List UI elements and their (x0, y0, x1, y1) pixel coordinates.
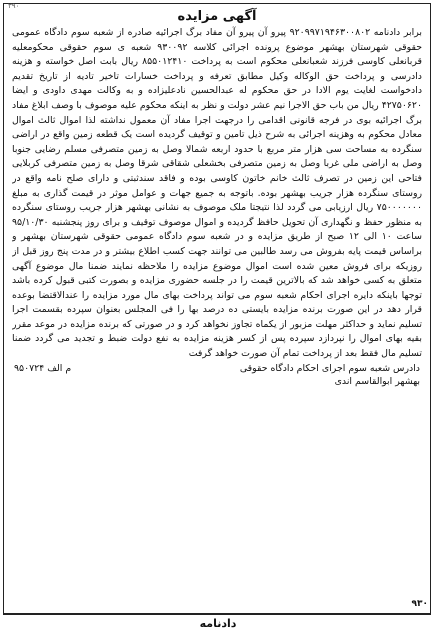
corner-number: ۳۹۰ (8, 2, 20, 10)
signature-line-1: دادرس شعبه سوم اجرای احکام دادگاه حقوقی (239, 362, 420, 374)
signature-line-2: بهشهر ابوالقاسم اندی (334, 375, 420, 387)
notice-title: آگهی مزایده (177, 9, 257, 24)
reference-number: م الف ۹۵۰۷۲۴ (14, 362, 72, 374)
notice-footer (14, 362, 420, 388)
notice-frame (3, 3, 431, 614)
next-section-heading: دادنامه (199, 617, 237, 630)
notice-body: برابر دادنامه ۹۲۰۹۹۷۱۹۴۶۳۰۰۸۰۲ پیرو آن پیرو آن مفاد برگ اجرائیه صادره از شعبه سوم دادگاه عمومی حقوقی شهرستان بهشهر موضوع پرونده اجرائی کلاسه ۹۳۰۰۹۲ شعبه ی سوم حقوقی محکومعلیه قربانعلی کاوسی فرزند شعبانعلی محکوم است به پرداخت ۸۵۵۰۱۲۴۱۰ ریال بابت اصل خواسته و هزینه دادرسی و پرداخت حق الوکاله وکیل مطابق تعرفه و پرداخت خسارات تاخیر تادیه از تاریخ تقدیم دادخواست لغایت یوم الادا در حق محکوم له عبدالحسین نادعلیزاده و به وکالت مهدی داودی و ایضا ۴۲۷۵۰۶۲۰ ریال من باب حق الاجرا نیم عشر دولت و نظر به اینکه محکوم علیه موصوف با وصف ابلاغ مفاد برگ اجرائیه بوی در فرجه قانونی اقدامی را درجهت اجرا مفاد آن معمول نداشته لذا اموال ثالث اموال معادل محکوم به وهزینه اجرائی به شرح ذیل تامین و توقیف گردیده است یک قطعه زمین واقع در اراضی سنگرده به مساحت سی هزار متر مربع با حدود اربعه شمالا وصل به زمین متصرفی مسلم رضایی جنوبا وصل به اراضی ملی غربا وصل به زمین متصرفی بخشعلی شقاقی شرقا وصل به زمین متصرفی کربلایی فتاحی این زمین در تصرف ثالث خانم خاتون کاوسی بوده و فاقد سندثبتی و دارای صلح نامه واقع در روستای سنگرده هزار جریب بهشهر بوده. باتوجه به جمیع جهات و عوامل موثر در قیمت گذاری به مبلغ ۷۵۰۰۰۰۰۰۰ ریال ارزیابی می گردد لذا نتیجتا ملک موصوف به نشانی بهشهر هزار جریب روستای سنگرده به منظور حفظ و نگهداری آن تحویل حافظ گردیده و اموال موصوف توقیف و برای روز پنجشنبه ۹۵/۱۰/۳۰ ساعت ۱۰ الی ۱۲ صبح از طریق مزایده و در شعبه سوم دادگاه عمومی حقوقی شهرستان بهشهر و براساس قیمت پایه بفروش می رسد طالبین می توانند جهت کسب اطلاع بیشتر و در مدت پنج روز قبل از روزیکه برای فروش معین شده است اموال موضوع مزایده را ملاحظه نمایند ضمنا مال موضوع آگهی متعلق به کسی خواهد شد که بالاترین قیمت را در جلسه حضوری مزایده و بصورت کتبی قبول کرده باشد توجها باینکه دایره اجرای احکام شعبه سوم می تواند پرداخت بهای مال مورد مزایده را عندالاقتضا بوعده قرار دهد در این صورت برنده مزایده بایستی ده درصد بها را فی المجلس بعنوان سپرده بقسمت اجرا تسلیم نماید و حداکثر مهلت مزبور از یکماه تجاوز نخواهد کرد و در صورتی که برنده مزایده در موعد مقرر بقیه بهای اموال را نپردازد سپرده پس از کسر هزینه مزایده به نفع دولت ضبط و تجدید می گردد ضمنا تسلیم مال فقط بعد از پرداخت تمام آن صورت خواهد گرفت (12, 27, 422, 360)
signature-block (240, 362, 420, 388)
section-divider (3, 614, 431, 615)
page-number: ۹۳۰ (411, 599, 428, 609)
